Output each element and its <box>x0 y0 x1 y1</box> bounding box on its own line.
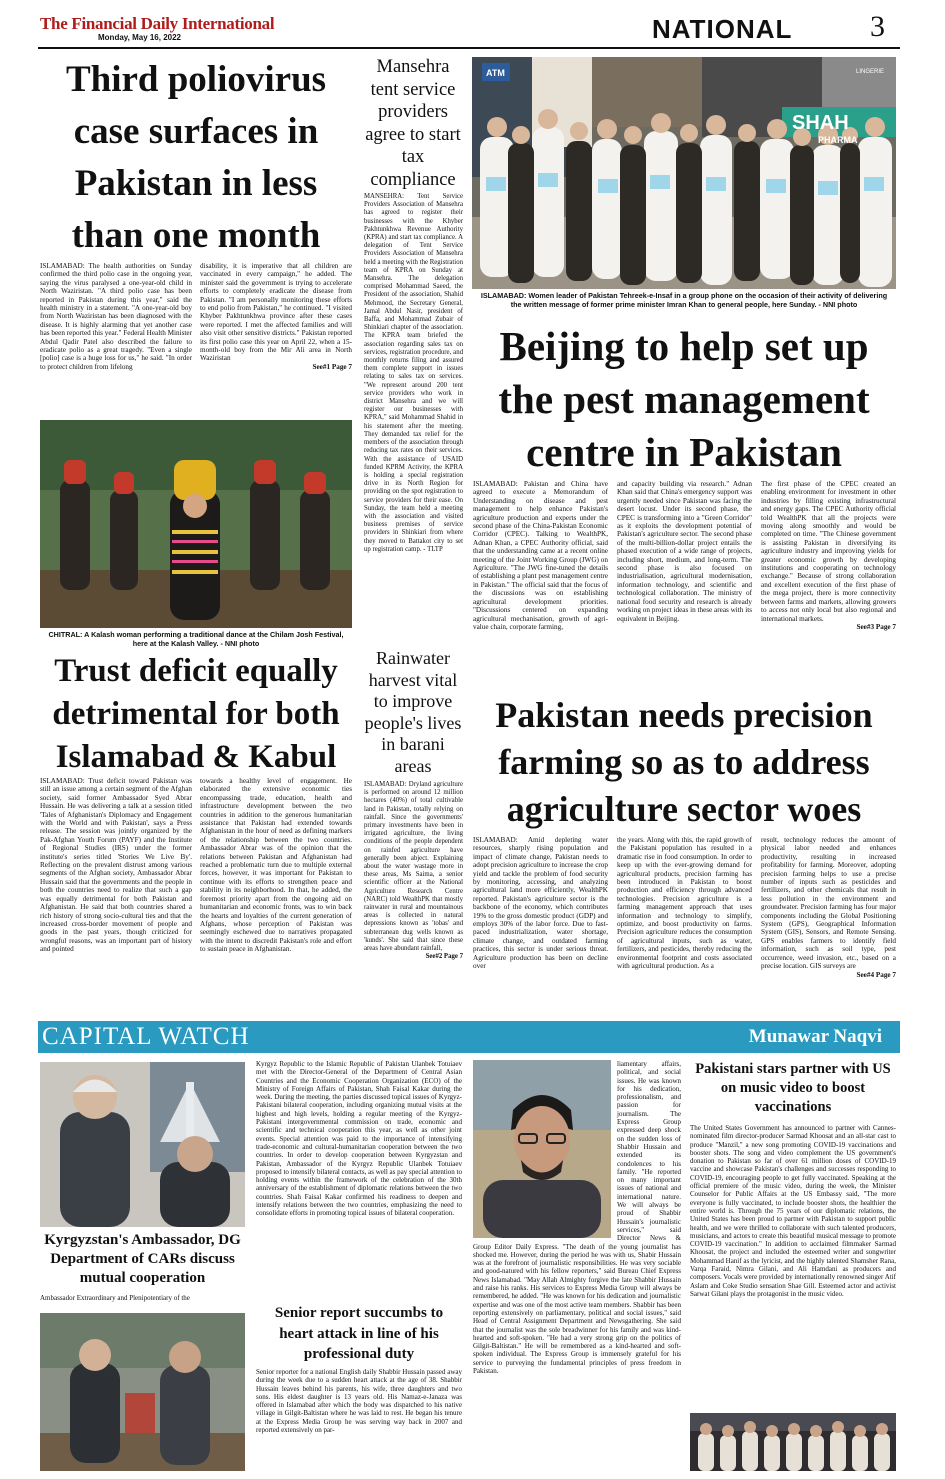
mansehra-body-text: MANSEHRA: Tent Service Providers Association of Mansehra has agreed to register their businesses with the Khyber Pakhtunkhwa Revenue Authority (KPRA) and start tax compliance. A delegation of Tent Service Providers Association of Mansehra held a meeting with the Registration team of KPRA on Sunday at Mansehra. The delegation comprised Mohammad Saeed, the President of the association, Shahid Mehmood, the Secretary General, Jamal Abdul Nasir, president of Baffa, and Mohammad Zubair of Shinkiari chapter of the association. The KPRA team briefed the association regarding sales tax on services, registration procedure, and monthly returns filing and assured them complete support in issues relating to sales tax on services. "We represent around 200 tent service providers who work in district Mansehra and we will register our businesses with KPRA," said Mohammad Shahid in his statement after the meeting. They demanded tax relief for the members of the association through reducing tax rates on their services. With the assistance of USAID funded KPRM Activity, the KPRA is holding a special registration drive in its North Region for providing on the spot registration to service providers for their ease. On Sunday, the team held a meeting with the association and visited business premises of service providers in Shinkiari from where they moved to Battakot city to set up registration camp. - TLTP <box>364 193 463 553</box>
section-name: NATIONAL <box>652 14 793 44</box>
kyrgyz-photo-graphic <box>40 1062 245 1227</box>
capital-watch-bar <box>38 1021 900 1053</box>
trust-col-1-text: ISLAMABAD: Trust deficit toward Pakistan was still an issue among a certain segment of the Afghan society, said former Ambassador Syed Abrar Hussain. He was delivering a talk at a session titled 'Tales of Afghanistan's Diplomacy and Engagement with the World and with Pakistan', says a Press release. The session was jointly organized by the Pak-Afghan Youth Forum (PAYF) and the Institute of Regional Studies (IRS) under the former institute's series titled 'Stories We Live By'. Reflecting on the prevalent distrust among various segments of the Afghan society, Ambassador Abrar Hussain said that the governments and the people in both the countries need to realize that such a gap was equally detrimental for both Pakistan and Afghanistan. He said that both countries shared a rich history of strong socio-cultural ties and that the increased cross-border movement of people and goods in the past years, though criticized for wrongful reasons, was an important part of history and pointed <box>40 777 192 954</box>
rainwater-body-text: ISLAMABAD: Dryland agriculture is performed on around 12 million hectares (40%) of total cultivable land in Pakistan, totally relying on rainfall. Since the governments' primary investments have been in irrigated agriculture, the living conditions of the people dependent on rainfed agriculture have generally been abject. Explaining about the water wastage more in these areas, Ms Saima, a senior scientific officer at the National Agriculture Research Centre (NARC) told WealthPK that mostly rainwater in rural and mountainous areas is collected in natural depressions known as 'tobas' and subterranean dug wells known as 'kunds'. She said that since these areas have abundant rainfall, <box>364 781 463 953</box>
trust-col-2 <box>200 777 352 1017</box>
music-body <box>690 1124 896 1409</box>
masthead-rule <box>38 47 900 49</box>
trust-headline: Trust deficit equally detrimental for both Islamabad & Kabul <box>52 653 340 775</box>
precision-col-2-text: the years. Along with this, the rapid growth of the Pakistani population has resulted in a dramatic rise in food consumption. In order to keep up with the ever-growing demand for agricultural products, precision farming has been introduced in Pakistan to boost production and efficiency through advanced technologies. Precision agriculture is a farming management approach that uses information and technology to simplify, optimize, and boost productivity on farms. Precision agriculture reduces the consumption of agricultural inputs, such as water, fertilizers, and pesticides, thereby reducing the environmental footprint and costs associated with agricultural production. As a <box>617 836 752 971</box>
trust-col-1 <box>40 777 192 1017</box>
kyrgyz-meeting-photo <box>40 1062 245 1227</box>
rainwater-see-link[interactable]: See#2 Page 7 <box>425 953 463 961</box>
music-body-text: The United States Government has announced to partner with Cannes-nominated film director-producer Sarmad Khoosat and an all-star cast to produce "Manzil," a new song promoting COVID-19 vaccinations and booster shots. The song and video complement the US government's donation to Pakistan so far of over 61 million doses of COVID-19 vaccine and showcase Pakistan's challenges and successes responding to COVID-19, encouraging people to get fully vaccinated. Speaking at the official premiere of the music video, during the week, the Minister Counselor for Public Affairs at the US Embassy said, "The more everyone is fully vaccinated, to include booster shots, the healthier the entire world is. Through the 75 years of our diplomatic relations, the United States has been proud to partner with Pakistan to support public health, and we were thrilled to collaborate with such talented producers, musicians, and actors to create this beautiful musical message to promote COVID-19 vaccination." In addition to acclaimed filmmaker Sarmad Khoosat, the project and included the esteemed writer and songwriter Mohammad Hanif as the lyricist, and the highly talented Shamsher Rana, Varqa Faraid, Nimra Gilani, and Ali Hamdani as producers and composers. Vocals were provided by internationally renowned singer Atif Aslam and Coke Studio sensation Shae Gill. Esteemed actor and activist Sarwat Gilani plays the protagonist in the music video. <box>690 1124 896 1298</box>
trust-col-2-text: towards a healthy level of engagement. He elaborated the extensive economic ties encompassing trade, education, health and infrastructure development between the two countries in addition to the generous humanitarian assistance that Pakistan had extended towards Afghanistan in the hour of need as defining markers of the relationship between the two countries. Ambassador Abrar was of the opinion that the relations between Pakistan and Afghanistan had reached a problematic turn due to multiple external forces, however, it was important for Pakistan to continue with its efforts to strengthen peace and stability in its neighborhood. In that, he added, the foremost priority apart from the ongoing aid on humanitarian and economic fronts, was to win back the hearts and loyalties of the current generation of Afghans, whose perception of Pakistan was seemingly eschewed due to narratives propagated with the intent to discredit Pakistan's role and effort to sustain peace in Afghanistan. <box>200 777 352 954</box>
shop-sign-text: SHAH <box>792 112 849 134</box>
beijing-see-link[interactable]: See#3 Page 7 <box>856 622 896 631</box>
polio-col-2-text: disability, it is imperative that all children are vaccinated in every campaign," he added. The minister said the government is trying to accelerate efforts to completely eradicate the disease from Pakistan. "I am personally monitoring these efforts to end polio from Pakistan," he continued. "I visited Khyber Pakhtunkhwa province after these cases were reported. I met the affected families and will also visit other sensitive districts." Pakistan reported its first polio case this year on April 22, when a 15-month-old boy from the Mir Ali area in North Waziristan <box>200 262 352 363</box>
kalash-photo-caption: CHITRAL: A Kalash woman performing a traditional dance at the Chilam Josh Festival, here at the Kalash Valley. - NNI photo <box>48 630 344 648</box>
kyrgyz-headline: Kyrgyzstan's Ambassador, DG Department of CARs discuss mutual cooperation <box>44 1232 241 1286</box>
precision-col-2 <box>617 836 752 1016</box>
rainwater-headline: Rainwater harvest vital to improve people's lives in barani areas <box>364 648 462 776</box>
mansehra-body <box>364 193 463 641</box>
precision-col-3 <box>761 836 896 1016</box>
kyrgyz-body-text: Kyrgyz Republic to the Islamic Republic of Pakistan Ulanbek Totuiaev met with the Director-General of the Department of Central Asian Countries and the Economic Cooperation Organization (ECO) of the Ministry of Foreign Affairs of Pakistan, Shah Faisal Kakar during the week. During the meeting, the parties discussed topical issues of Kyrgyz-Pakistani bilateral cooperation, including organizing mutual visits at the highest and high levels, holding a regular meeting of the Kyrgyz-Pakistani intergovernmental commission on trade, economic and scientific and technical cooperation this year, as well as other joint events. Special attention was paid to the importance of intensifying trade-economic and cultural-humanitarian cooperation between the two countries. In order to develop cooperation between Kyrgyzstan and Pakistan, Ambassador of the Kyrgyz Republic Ulanbek Totuiaev proposed to intensify bilateral contacts, as well as pay special attention to holding events within the framework of the celebration of the 30th anniversary of the establishment of diplomatic relations between the two countries. Shah Faisal Kakar confirmed his readiness to deepen and intensify relations between the two countries, emphasizing the need to consolidate efforts in promoting topical issues of bilateral cooperation. <box>256 1060 462 1218</box>
beijing-col-3-text: The first phase of the CPEC created an enabling environment for investment in other industries by filling existing infrastructural and energy gaps. The CPEC Authority official told WealthPK that all the projects were moving along smoothly and would be completed on time. "The Chinese government is assisting Pakistan in diversifying its agriculture industry and improving yields for greater economic growth by developing institutions and cooperating on technology exchange." Because of strong collaboration and excellent execution of the first phase of the mega project, there is more connectivity between farms and markets, allowing growers to access not only local but also regional and international markets. <box>761 480 896 623</box>
delegation-photo-graphic <box>40 1313 245 1471</box>
polio-col-1 <box>40 262 192 412</box>
precision-col-1-text: ISLAMABAD: Amid depleting water resources, sharply rising population and impact of climate change, Pakistan needs to adopt precision agriculture to increase the crop yield and tackle the problem of food security by monitoring, accessing, and analyzing agricultural land more efficiently, WealthPK reported. Pakistan's agriculture sector is the backbone of the economy, which contributes 19% to the gross domestic product (GDP) and employs 30% of the labor force. Due to fast-paced industrialization, water shortage, climate change, and outdated farming practices, this sector is under serious threat. Agriculture production has been on decline over <box>473 836 608 971</box>
polio-col-1-text: ISLAMABAD: The health authorities on Sunday confirmed the third polio case in the ongoing year, saying the virus paralysed a one-year-old child in North Waziristan. "A third polio case has been reported in Pakistan during this year," said the health ministry in a statement. "A one-year-old boy from North Waziristan has been diagnosed with the disease. It is highly alarming that yet another case has been reported this year." Federal Health Minister Abdul Qadir Patel also described the failure to eradicate polio as a great tragedy. "Even a single [polio] case is a huge loss for us," he said. "In order to protect children from lifelong <box>40 262 192 371</box>
shop-sign-text-2: PHARMA <box>818 135 858 145</box>
rainwater-body <box>364 781 463 1016</box>
pti-photo-graphic <box>472 57 896 289</box>
capital-watch-title: CAPITAL WATCH <box>42 1023 250 1050</box>
pti-group-photo <box>472 57 896 289</box>
beijing-col-1-text: ISLAMABAD: Pakistan and China have agreed to execute a Memorandum of Understanding on disease and pest management to help enhance Pakistan's agriculture production and experts under the second phase of the China-Pakistan Economic Corridor (CPEC). Talking to WealthPK, Adnan Khan, a CPEC Authority official, said that the understanding came at a recent online meeting of the Joint Working Group (JWG) on Agriculture. "The JWG fine-tuned the details of establishing a plant pest management centre in Pakistan." The official said that the focus of the discussions was on establishing agricultural development priorities. "Discussions centered on expanding agricultural mechanisation, growth of agri-value chain, corporate farming, <box>473 480 608 631</box>
paper-name: The Financial Daily International <box>40 14 275 33</box>
reporter-right-text: liamentary affairs, political, and social issues. He was known for his dedication, professionalism, and passion for journalism. The Express Group expressed deep shock on the sudden loss of Shabbir Hussain and extended its condolences to his family. "He reported on many important issues of national and international nature. We will always be proud of Shabbir Hussain's journalistic services," said Director News & Group Editor Daily Express. "The death of the young journalist has shocked me. However, during the period he was with us, Shabir Hussain was at the forefront of journalistic responsibilities. He was very sociable and good-natured with his fellow reporters," said Bureau Chief Express News Islamabad. "May Allah Almighty forgive the late Shabbir Hussain and raise his ranks. His services to Express Media Group will always be remembered, he added. "He was known for his dedication and journalistic expertise and was one of the most active team members. Shabbir has been reporting extensively on parliamentary, political and social issues," said Head of Central Assignment Department and Newsgathering. She said that the journalist was the sole breadwinner for his family and was kind-hearted and soft-spoken. "He had a very strong grip on the politics of Gilgit-Baltistan." He will be remembered as a kind-hearted and soft-spoken individual. The Express Group is immensely grateful for his service to purveying the fundamental principles of press freedom in Pakistan. <box>473 1060 681 1375</box>
kyrgyz-body <box>256 1060 462 1300</box>
atm-sign-text: ATM <box>486 68 505 78</box>
masthead <box>40 10 900 46</box>
kyrgyz-lead-text: Ambassador Extraordinary and Plenipotentiary of the <box>40 1294 190 1302</box>
kyrgyz-delegation-photo <box>40 1313 245 1471</box>
reporter-photo-wrap-space <box>473 1060 617 1238</box>
music-photo-graphic <box>690 1413 896 1471</box>
precision-see-link[interactable]: See#4 Page 7 <box>856 970 896 979</box>
kalash-photo-graphic <box>40 420 352 628</box>
precision-col-3-text: result, technology reduces the amount of physical labor needed and enhances productivity, resulting in increased profitability for farming. Moreover, adopting precision farming helps to use a precise number of inputs such as pesticides and fertilizers, and other chemicals that result in less pollution in the environment and groundwater. Precision farming has four major components including the Global Positioning System (GPS), Geographical Information System (GIS), Sensors, and Remote Sensing. GPS enables farmers to identify field information, such as soil type, pest occurrence, weed invasion, etc., based on a precise location. GIS surveys are <box>761 836 896 971</box>
polio-headline: Third poliovirus case surfaces in Pakistan in less than one month <box>65 59 327 256</box>
polio-see-link[interactable]: See#1 Page 7 <box>312 362 352 371</box>
beijing-col-2 <box>617 480 752 690</box>
reporter-right-column <box>473 1060 681 1470</box>
beijing-headline: Beijing to help set up the pest management centre in Pakistan <box>498 323 870 475</box>
beijing-col-2-text: and capacity building via research." Adnan Khan said that China's emergency support was urgently needed since Pakistan was facing the desert locust. Under its second phase, the CPEC is transforming into a "Green Corridor" as it exploits the development potential of Pakistan's agriculture sector. The second phase of the multi-billion-dollar project entails the phased execution of a wide range of projects, including short, medium, and long-term. The second phase is also focused on industrialisation, agricultural modernisation, information technology, and scientific and technological collaboration. The ministry of national food security and research is already working on project ideas in these areas with its equivalent in Beijing. <box>617 480 752 623</box>
beijing-col-3 <box>761 480 896 690</box>
pti-photo-caption: ISLAMABAD: Women leader of Pakistan Tehreek-e-Insaf in a group phone on the occasion of their activity of delivering the written message of former prime minister Imran Khan to general people, here Sunday. - NNI photo <box>480 291 888 309</box>
polio-col-2 <box>200 262 352 412</box>
lingerie-sign-text: LINGERIE <box>856 69 885 75</box>
beijing-col-1 <box>473 480 608 690</box>
page-number: 3 <box>870 10 885 43</box>
kyrgyz-lead <box>40 1294 248 1306</box>
precision-col-1 <box>473 836 608 1016</box>
mansehra-headline: Mansehra tent service providers agree to start tax compliance <box>365 57 461 190</box>
precision-headline: Pakistan needs precision farming so as to address agriculture sector woes <box>495 695 873 829</box>
reporter-headline: Senior report succumbs to heart attack in line of his professional duty <box>274 1305 444 1362</box>
reporter-body-text: Senior reporter for a national English daily Shabbir Hussain passed away during the week due to a sudden heart attack at the age of 38. Shabbir Hussain leaves behind his parents, his wife, three daughters and two sons. His eldest daughter is 13 years old. His Namaz-e-Janaza was offered in Islamabad after which the body was dispatched to his native village in Gilgit-Baltistan where he was laid to rest. He began his tenure at the Express Media Group he was serving way back in 2007 and reported extensively on par- <box>256 1368 462 1435</box>
music-headline: Pakistani stars partner with US on music video to boost vaccinations <box>695 1061 891 1115</box>
reporter-body <box>256 1368 462 1470</box>
music-video-cast-photo <box>690 1413 896 1471</box>
kalash-dance-photo <box>40 420 352 628</box>
issue-date: Monday, May 16, 2022 <box>98 33 181 42</box>
capital-watch-author: Munawar Naqvi <box>748 1026 882 1047</box>
